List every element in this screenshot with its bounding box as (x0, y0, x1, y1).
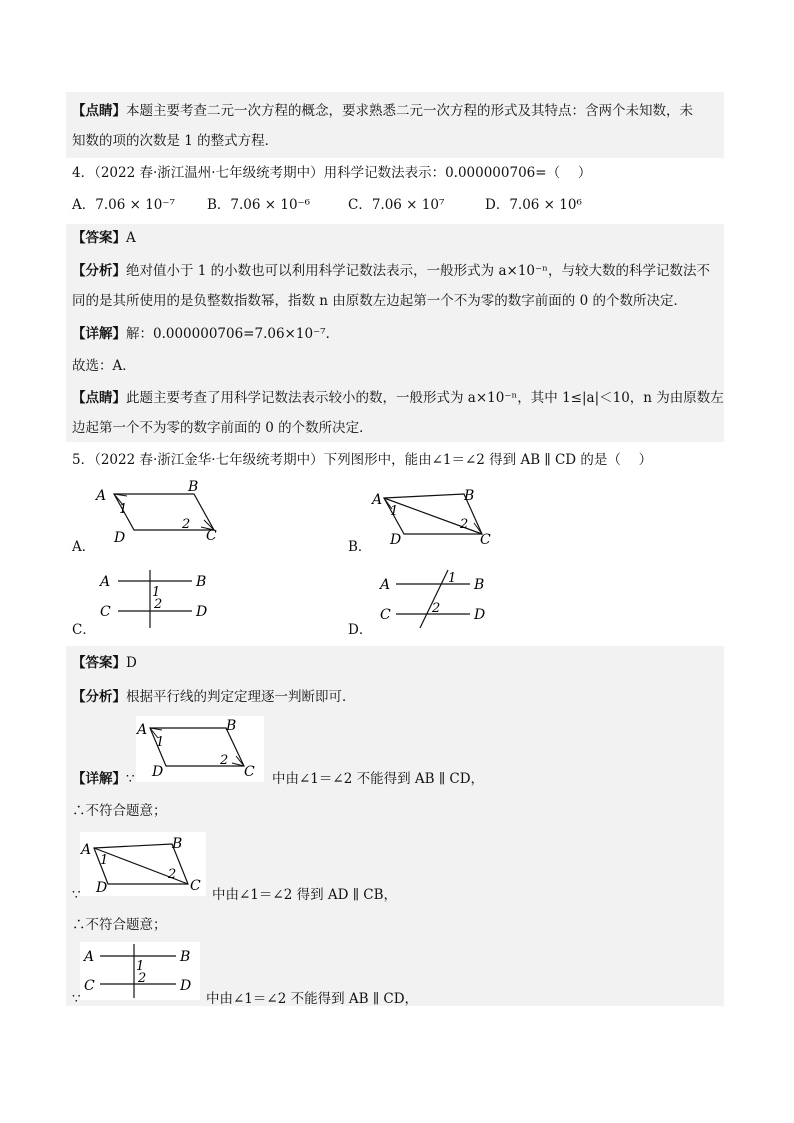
detail-figure-c (80, 942, 200, 1000)
label-1: 1 (136, 959, 145, 974)
label-A: A (96, 488, 107, 504)
q5-option-d: D． (348, 622, 373, 638)
q5-option-c: C． (72, 622, 96, 638)
label-1: 1 (152, 585, 161, 600)
label-B: B (172, 836, 183, 852)
q5-detail-b: 中由∠1＝∠2 得到 AD ∥ CB， (212, 887, 398, 903)
q5-because-3: ∵ (72, 991, 81, 1007)
q5-figure-b (368, 480, 508, 550)
q4-answer (72, 229, 136, 247)
label-A: A (137, 722, 148, 738)
xiangjie-text: 解：0.000000706=7.06×10⁻⁷． (126, 326, 340, 342)
label-D: D (196, 604, 208, 620)
q5-detail-a: 中由∠1＝∠2 不能得到 AB ∥ CD， (272, 771, 485, 787)
label-2: 2 (168, 867, 177, 882)
q5-detail-c: 中由∠1＝∠2 不能得到 AB ∥ CD， (206, 991, 419, 1007)
label-B: B (464, 488, 475, 504)
q5-not-fit-2 (72, 916, 167, 934)
label-A: A (100, 574, 111, 590)
q4-fenxi-line1 (72, 262, 710, 280)
q5-figure-c (92, 566, 222, 632)
label-B: B (180, 949, 191, 965)
label-C: C (190, 878, 201, 894)
q4-stem: 4．（2022 春·浙江温州·七年级统考期中）用科学记数法表示：0.000000706=（ ） (72, 165, 592, 181)
label-1: 1 (156, 735, 165, 750)
fenxi-text: 根据平行线的判定定理逐一判断即可． (126, 689, 356, 705)
label-D: D (114, 530, 126, 546)
label-C: C (100, 604, 111, 620)
not-fit-text: 不符合题意； (85, 917, 167, 933)
detail-figure-a-box (136, 716, 264, 782)
q3-dianjing-line1 (72, 102, 693, 120)
fenxi-text: 绝对值小于 1 的小数也可以利用科学记数法表示，一般形式为 a×10⁻ⁿ，与较大数的科学记数法不 (126, 263, 710, 279)
label-C: C (84, 978, 95, 994)
xiangjie-tag: 【详解】 (72, 771, 126, 787)
label-B: B (226, 718, 237, 734)
answer-tag: 【答案】 (72, 655, 126, 671)
q5-because-2: ∵ (72, 887, 81, 903)
label-D: D (390, 532, 402, 548)
label-D: D (152, 764, 164, 780)
transversal-line (420, 570, 448, 628)
q4-guxuan: 故选：A． (72, 358, 136, 374)
label-D: D (474, 607, 486, 623)
label-C: C (480, 532, 491, 548)
q5-xiangjie-label (72, 770, 135, 788)
label-2: 2 (154, 597, 163, 612)
therefore-symbol: ∴ (72, 803, 86, 819)
q5-option-b: B． (348, 539, 372, 555)
q4-dianjing-line1 (72, 389, 724, 407)
q5-fenxi (72, 688, 356, 706)
label-B: B (196, 574, 207, 590)
label-2: 2 (182, 517, 191, 532)
q5-not-fit-1 (72, 802, 167, 820)
answer-value: D (126, 655, 137, 671)
q5-answer (72, 654, 137, 672)
label-D: D (180, 978, 192, 994)
label-A: A (372, 492, 383, 508)
label-1: 1 (100, 853, 109, 868)
dianjing-tag: 【点睛】 (72, 390, 126, 406)
q5-option-a: A． (72, 539, 96, 555)
label-2: 2 (460, 517, 469, 532)
therefore-symbol: ∴ (72, 917, 86, 933)
parallelogram-shape (114, 494, 214, 530)
detail-figure-b-box (80, 832, 206, 896)
label-C: C (244, 764, 255, 780)
detail-figure-c-box (80, 942, 200, 1000)
label-C: C (206, 528, 217, 544)
label-D: D (96, 880, 108, 896)
label-B: B (474, 577, 485, 593)
q4-dianjing-line2: 边起第一个不为零的数字前面的 0 的个数所决定． (72, 420, 373, 436)
dianjing-text: 此题主要考查了用科学记数法表示较小的数，一般形式为 a×10⁻ⁿ，其中 1≤|a|＜10，n 为由原数左 (126, 390, 724, 406)
label-A: A (380, 577, 391, 593)
label-1: 1 (448, 571, 457, 586)
because-symbol: ∵ (126, 771, 135, 787)
q5-stem: 5．（2022 春·浙江金华·七年级统考期中）下列图形中，能由∠1＝∠2 得到 AB ∥ CD 的是（ ） (72, 452, 653, 468)
label-1: 1 (119, 502, 128, 517)
q4-option-a: A．7.06 × 10⁻⁷ (72, 197, 175, 213)
q4-option-c: C．7.06 × 10⁷ (348, 197, 445, 213)
label-B: B (188, 480, 199, 495)
q4-option-d: D．7.06 × 10⁶ (485, 197, 582, 213)
detail-figure-b (80, 832, 206, 896)
label-A: A (81, 842, 92, 858)
q5-figure-a (92, 480, 232, 550)
q4-xiangjie (72, 325, 339, 343)
not-fit-text: 不符合题意； (85, 803, 167, 819)
label-2: 2 (220, 753, 229, 768)
fenxi-tag: 【分析】 (72, 689, 126, 705)
q3-dianjing-line2: 知数的项的次数是 1 的整式方程． (72, 133, 279, 149)
q5-figure-d (368, 566, 508, 632)
label-2: 2 (138, 971, 147, 986)
label-1: 1 (390, 504, 399, 519)
dianjing-text: 本题主要考查二元一次方程的概念，要求熟悉二元一次方程的形式及其特点：含两个未知数，未 (126, 103, 693, 119)
label-A: A (84, 949, 95, 965)
answer-tag: 【答案】 (72, 230, 126, 246)
q4-option-b: B．7.06 × 10⁻⁶ (207, 197, 311, 213)
answer-value: A (126, 230, 136, 246)
fenxi-tag: 【分析】 (72, 263, 126, 279)
dianjing-tag: 【点睛】 (72, 103, 126, 119)
detail-figure-a (136, 716, 264, 782)
label-C: C (380, 607, 391, 623)
q4-fenxi-line2: 同的是其所使用的是负整数指数幂，指数 n 由原数左边起第一个不为零的数字前面的 0 的个数所决定． (72, 293, 687, 309)
label-2: 2 (432, 601, 441, 616)
xiangjie-tag: 【详解】 (72, 326, 126, 342)
